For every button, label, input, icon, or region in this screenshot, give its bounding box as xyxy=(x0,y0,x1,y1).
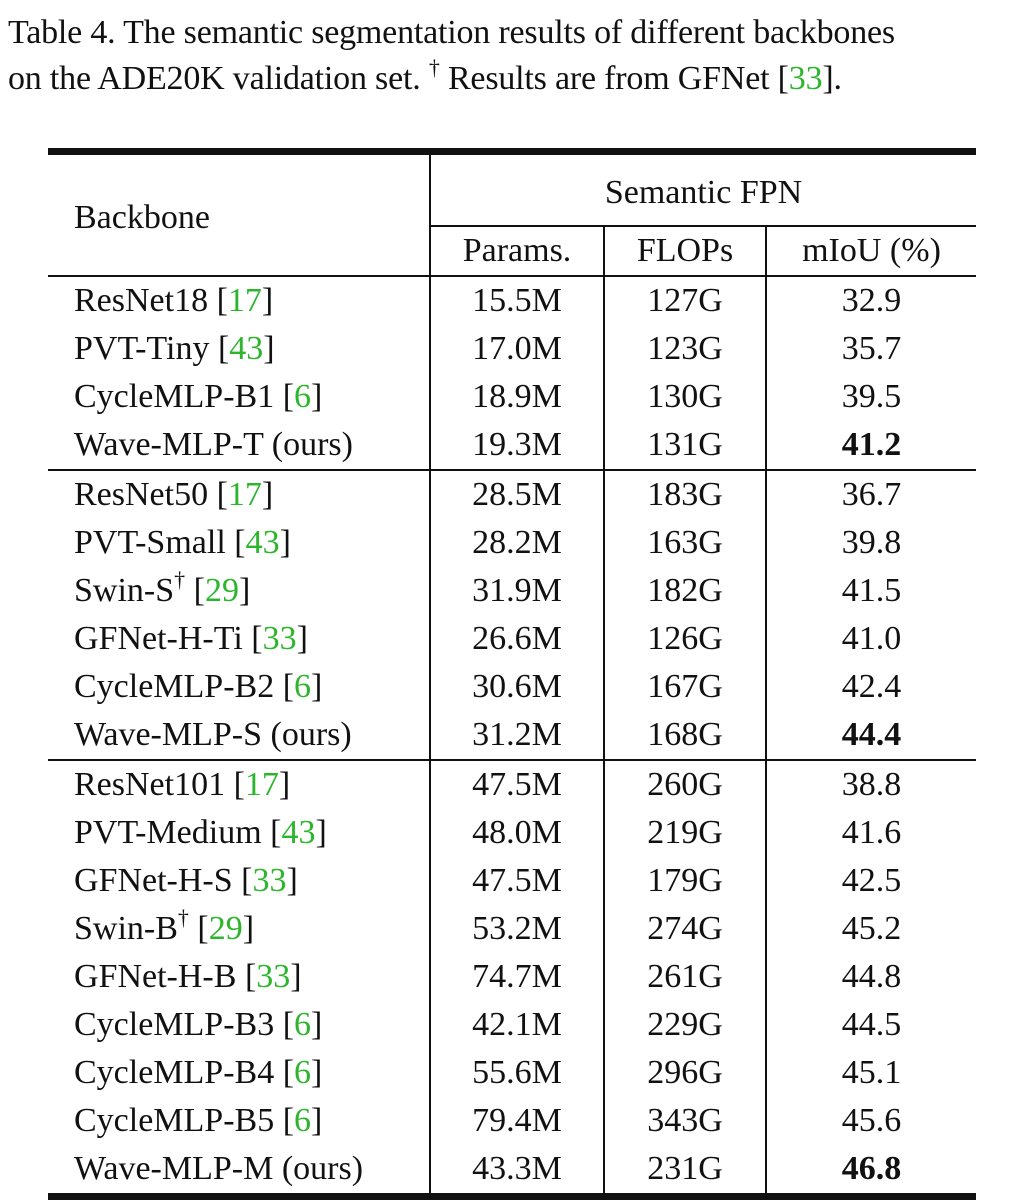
flops-cell: 260G xyxy=(604,760,766,809)
backbone-cell xyxy=(48,421,430,470)
table-body xyxy=(48,276,976,1197)
citation-link[interactable]: 33 xyxy=(252,862,287,899)
backbone-name: GFNet-H-B xyxy=(74,958,237,995)
miou-cell: 41.2 xyxy=(766,421,976,470)
backbone-name: CycleMLP-B5 xyxy=(74,1102,275,1139)
flops-cell: 127G xyxy=(604,276,766,325)
flops-cell: 123G xyxy=(604,325,766,373)
backbone-name: GFNet-H-Ti xyxy=(74,620,243,657)
miou-cell: 41.0 xyxy=(841,620,902,657)
flops-cell: 126G xyxy=(604,615,766,663)
table-row xyxy=(48,809,976,857)
backbone-name: CycleMLP-B2 xyxy=(74,668,275,705)
table-row xyxy=(48,711,976,760)
citation-link[interactable]: 29 xyxy=(204,572,239,609)
table-header xyxy=(48,152,976,277)
dagger-mark: † xyxy=(177,905,189,930)
flops-cell: 163G xyxy=(604,519,766,567)
miou-cell: 41.5 xyxy=(841,572,902,609)
citation-link[interactable]: 43 xyxy=(281,814,316,851)
backbone-name: PVT-Tiny xyxy=(74,330,210,367)
miou-cell: 44.4 xyxy=(766,711,976,760)
backbone-name: PVT-Small xyxy=(74,524,226,561)
backbone-cell: ResNet18 [17] xyxy=(48,276,430,325)
citation-link[interactable]: 29 xyxy=(208,910,243,947)
miou-cell: 45.1 xyxy=(841,1054,902,1091)
table-caption xyxy=(8,10,1032,102)
miou-cell: 32.9 xyxy=(841,282,902,319)
flops-cell: 343G xyxy=(604,1097,766,1145)
flops-cell: 182G xyxy=(604,567,766,615)
header-semantic-fpn: Semantic FPN xyxy=(430,152,976,227)
backbone-name: Wave-MLP-T (ours) xyxy=(74,426,353,463)
backbone-name: ResNet50 xyxy=(74,476,209,513)
table-row xyxy=(48,276,976,325)
caption-dagger: † xyxy=(428,55,440,80)
miou-cell: 41.6 xyxy=(841,814,902,851)
params-cell: 53.2M xyxy=(430,905,604,953)
flops-cell: 131G xyxy=(604,421,766,470)
citation-link[interactable]: 6 xyxy=(294,668,312,705)
table-row xyxy=(48,1049,976,1097)
miou-cell: 45.6 xyxy=(841,1102,902,1139)
params-cell: 18.9M xyxy=(430,373,604,421)
header-params: Params. xyxy=(430,226,604,276)
miou-cell: 35.7 xyxy=(841,330,902,367)
backbone-cell: CycleMLP-B3 [6] xyxy=(48,1001,430,1049)
backbone-cell: CycleMLP-B2 [6] xyxy=(48,663,430,711)
params-cell: 48.0M xyxy=(430,809,604,857)
flops-cell: 168G xyxy=(604,711,766,760)
citation-link[interactable]: 43 xyxy=(229,330,264,367)
results-table xyxy=(48,148,976,1200)
citation-link[interactable]: 17 xyxy=(227,476,262,513)
citation-link[interactable]: 17 xyxy=(227,282,262,319)
miou-cell: 39.5 xyxy=(841,378,902,415)
backbone-name: CycleMLP-B1 xyxy=(74,378,275,415)
miou-cell: 44.5 xyxy=(841,1006,902,1043)
header-miou: mIoU (%) xyxy=(766,226,976,276)
table-row xyxy=(48,373,976,421)
caption-line-2-middle: Results are from GFNet [ xyxy=(439,60,789,97)
backbone-cell: CycleMLP-B4 [6] xyxy=(48,1049,430,1097)
params-cell: 74.7M xyxy=(430,953,604,1001)
miou-cell: 42.5 xyxy=(841,862,902,899)
citation-link[interactable]: 33 xyxy=(256,958,291,995)
params-cell: 42.1M xyxy=(430,1001,604,1049)
backbone-cell: GFNet-H-S [33] xyxy=(48,857,430,905)
params-cell: 26.6M xyxy=(430,615,604,663)
backbone-name: GFNet-H-S xyxy=(74,862,233,899)
params-cell: 79.4M xyxy=(430,1097,604,1145)
backbone-cell: ResNet101 [17] xyxy=(48,760,430,809)
backbone-name: ResNet101 xyxy=(74,766,226,803)
backbone-cell: CycleMLP-B1 [6] xyxy=(48,373,430,421)
caption-line-2-end: ]. xyxy=(822,60,842,97)
miou-cell: 44.8 xyxy=(841,958,902,995)
table-row xyxy=(48,663,976,711)
backbone-cell: Swin-B† [29] xyxy=(48,905,430,953)
caption-line-2-start: on the ADE20K validation set. xyxy=(8,60,421,97)
header-flops: FLOPs xyxy=(604,226,766,276)
params-cell: 43.3M xyxy=(430,1145,604,1197)
backbone-cell: PVT-Tiny [43] xyxy=(48,325,430,373)
params-cell: 30.6M xyxy=(430,663,604,711)
backbone-name: Wave-MLP-M (ours) xyxy=(74,1150,364,1187)
miou-cell: 45.2 xyxy=(841,910,902,947)
citation-link[interactable]: 33 xyxy=(262,620,297,657)
backbone-cell: Swin-S† [29] xyxy=(48,567,430,615)
caption-citation-link[interactable]: 33 xyxy=(788,60,823,97)
citation-link[interactable]: 43 xyxy=(245,524,280,561)
backbone-cell: ResNet50 [17] xyxy=(48,470,430,519)
flops-cell: 274G xyxy=(604,905,766,953)
citation-link[interactable]: 6 xyxy=(294,1102,312,1139)
table-row xyxy=(48,1097,976,1145)
citation-link[interactable]: 6 xyxy=(294,378,312,415)
citation-link[interactable]: 6 xyxy=(294,1006,312,1043)
backbone-cell: PVT-Small [43] xyxy=(48,519,430,567)
backbone-name: CycleMLP-B4 xyxy=(74,1054,275,1091)
flops-cell: 183G xyxy=(604,470,766,519)
backbone-name: Wave-MLP-S (ours) xyxy=(74,716,352,753)
caption-line-2 xyxy=(8,56,1032,102)
table-row xyxy=(48,760,976,809)
backbone-cell xyxy=(48,711,430,760)
flops-cell: 219G xyxy=(604,809,766,857)
citation-link[interactable]: 17 xyxy=(244,766,279,803)
table-row xyxy=(48,615,976,663)
dagger-mark: † xyxy=(174,567,186,592)
miou-cell: 38.8 xyxy=(841,766,902,803)
flops-cell: 296G xyxy=(604,1049,766,1097)
params-cell: 47.5M xyxy=(430,857,604,905)
params-cell: 28.5M xyxy=(430,470,604,519)
table-row xyxy=(48,1145,976,1197)
backbone-cell: GFNet-H-Ti [33] xyxy=(48,615,430,663)
table-row xyxy=(48,325,976,373)
miou-cell: 42.4 xyxy=(841,668,902,705)
table-row xyxy=(48,1001,976,1049)
flops-cell: 167G xyxy=(604,663,766,711)
flops-cell: 130G xyxy=(604,373,766,421)
backbone-name: CycleMLP-B3 xyxy=(74,1006,275,1043)
backbone-name: Swin-B xyxy=(74,910,178,947)
miou-cell: 46.8 xyxy=(766,1145,976,1197)
miou-cell: 39.8 xyxy=(841,524,902,561)
flops-cell: 179G xyxy=(604,857,766,905)
backbone-name: ResNet18 xyxy=(74,282,209,319)
flops-cell: 231G xyxy=(604,1145,766,1197)
backbone-cell xyxy=(48,1145,430,1197)
header-backbone: Backbone xyxy=(48,152,430,277)
table-row xyxy=(48,857,976,905)
params-cell: 31.9M xyxy=(430,567,604,615)
params-cell: 19.3M xyxy=(430,421,604,470)
params-cell: 15.5M xyxy=(430,276,604,325)
backbone-cell: CycleMLP-B5 [6] xyxy=(48,1097,430,1145)
citation-link[interactable]: 6 xyxy=(294,1054,312,1091)
flops-cell: 261G xyxy=(604,953,766,1001)
flops-cell: 229G xyxy=(604,1001,766,1049)
params-cell: 31.2M xyxy=(430,711,604,760)
miou-cell: 36.7 xyxy=(841,476,902,513)
params-cell: 28.2M xyxy=(430,519,604,567)
table-row xyxy=(48,470,976,519)
params-cell: 47.5M xyxy=(430,760,604,809)
table-row xyxy=(48,567,976,615)
caption-line-1: Table 4. The semantic segmentation results of different backbones xyxy=(8,14,895,51)
results-table-container xyxy=(48,148,976,1200)
header-row-1 xyxy=(48,152,976,227)
backbone-cell: PVT-Medium [43] xyxy=(48,809,430,857)
backbone-name: PVT-Medium xyxy=(74,814,262,851)
backbone-name: Swin-S xyxy=(74,572,175,609)
table-row xyxy=(48,953,976,1001)
params-cell: 17.0M xyxy=(430,325,604,373)
table-row xyxy=(48,519,976,567)
backbone-cell: GFNet-H-B [33] xyxy=(48,953,430,1001)
table-row xyxy=(48,421,976,470)
table-row xyxy=(48,905,976,953)
params-cell: 55.6M xyxy=(430,1049,604,1097)
